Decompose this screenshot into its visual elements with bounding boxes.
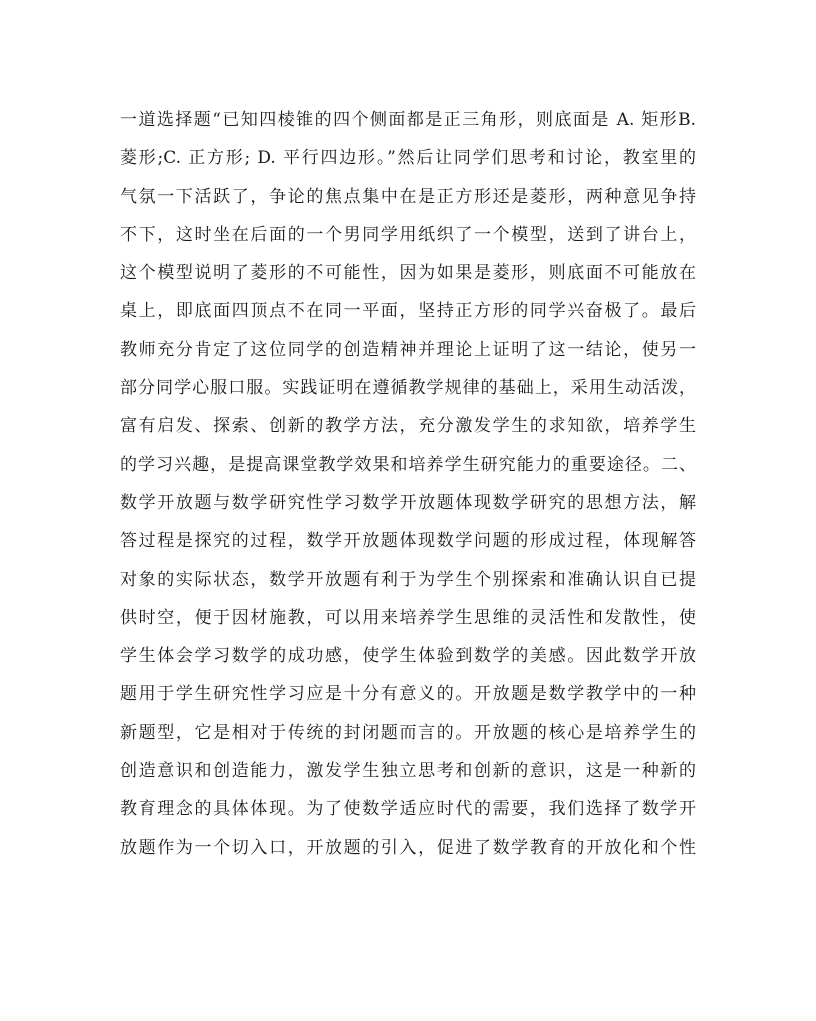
text-line-14: 供时空，便于因材施教，可以用来培养学生思维的灵活性和发散性，使 [120, 607, 696, 628]
text-line-8: 部分同学心服口服。实践证明在遵循教学规律的基础上，采用生动活泼， [120, 378, 696, 399]
text-line-12: 答过程是探究的过程，数学开放题体现数学问题的形成过程，体现解答 [120, 531, 696, 552]
text-line-20: 放题作为一个切入口，开放题的引入，促进了数学教育的开放化和个性 [120, 837, 696, 858]
text-line-16: 题用于学生研究性学习应是十分有意义的。开放题是数学教学中的一种 [120, 684, 696, 705]
text-line-17: 新题型，它是相对于传统的封闭题而言的。开放题的核心是培养学生的 [120, 722, 696, 743]
text-line-6: 桌上，即底面四顶点不在同一平面，坚持正方形的同学兴奋极了。最后 [120, 301, 696, 322]
text-line-15: 学生体会学习数学的成功感，使学生体验到数学的美感。因此数学开放 [120, 646, 696, 667]
text-line-11: 数学开放题与数学研究性学习数学开放题体现数学研究的思想方法，解 [120, 492, 696, 513]
body-paragraph [120, 101, 696, 867]
text-line-13: 对象的实际状态，数学开放题有利于为学生个别探索和准确认识自已提 [120, 569, 696, 590]
text-line-9: 富有启发、探索、创新的教学方法，充分激发学生的求知欲，培养学生 [120, 416, 696, 437]
text-line-4: 不下，这时坐在后面的一个男同学用纸织了一个模型，送到了讲台上， [120, 224, 696, 245]
text-line-18: 创造意识和创造能力，激发学生独立思考和创新的意识，这是一种新的 [120, 761, 696, 782]
text-line-2: 菱形;C. 正方形; D. 平行四边形。”然后让同学们思考和讨论，教室里的 [120, 148, 696, 169]
text-line-7: 教师充分肯定了这位同学的创造精神并理论上证明了这一结论，使另一 [120, 339, 696, 360]
text-line-10: 的学习兴趣，是提高课堂教学效果和培养学生研究能力的重要途径。二、 [120, 454, 696, 475]
text-line-3: 气氛一下活跃了，争论的焦点集中在是正方形还是菱形，两种意见争持 [120, 186, 696, 207]
text-line-1: 一道选择题“已知四棱锥的四个侧面都是正三角形，则底面是 A. 矩形B. [120, 110, 696, 130]
text-line-19: 教育理念的具体体现。为了使数学适应时代的需要，我们选择了数学开 [120, 799, 696, 820]
text-line-5: 这个模型说明了菱形的不可能性，因为如果是菱形，则底面不可能放在 [120, 263, 696, 284]
